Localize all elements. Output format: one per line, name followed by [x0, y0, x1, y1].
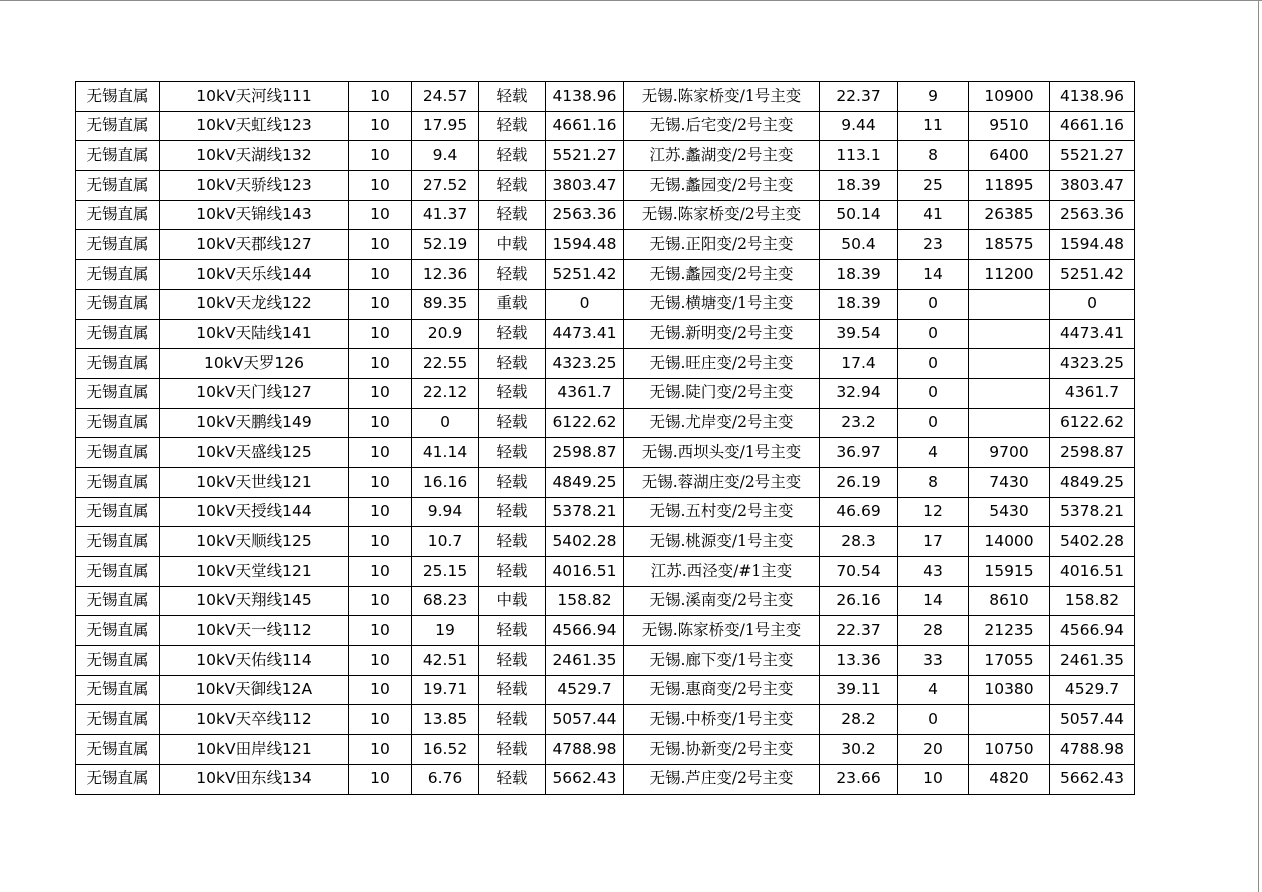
substation-transformer-cell: 无锡.西坝头变/1号主变 — [624, 438, 820, 468]
substation-transformer-cell: 无锡.蓉湖庄变/2号主变 — [624, 467, 820, 497]
region-cell: 无锡直属 — [76, 319, 160, 349]
count-cell: 0 — [898, 705, 969, 735]
available-capacity-cell: 4661.16 — [546, 111, 624, 141]
region-cell: 无锡直属 — [76, 200, 160, 230]
load-status-cell: 轻载 — [479, 497, 546, 527]
substation-transformer-cell: 无锡.新明变/2号主变 — [624, 319, 820, 349]
feeder-name-cell: 10kV天鹏线149 — [160, 408, 349, 438]
load-rate-cell: 42.51 — [412, 646, 479, 676]
feeder-name-cell: 10kV天世线121 — [160, 467, 349, 497]
capacity-cell: 10380 — [969, 675, 1050, 705]
count-cell: 0 — [898, 349, 969, 379]
available-capacity-cell: 5402.28 — [546, 527, 624, 557]
feeder-load-table — [75, 81, 1135, 795]
available-capacity-cell: 5057.44 — [546, 705, 624, 735]
table-row — [76, 171, 1135, 201]
transformer-load-cell: 28.3 — [820, 527, 898, 557]
remaining-capacity-cell: 4138.96 — [1050, 82, 1135, 112]
capacity-cell: 21235 — [969, 616, 1050, 646]
count-cell: 11 — [898, 111, 969, 141]
region-cell: 无锡直属 — [76, 675, 160, 705]
remaining-capacity-cell: 2461.35 — [1050, 646, 1135, 676]
load-rate-cell: 9.94 — [412, 497, 479, 527]
remaining-capacity-cell: 5662.43 — [1050, 764, 1135, 794]
region-cell: 无锡直属 — [76, 616, 160, 646]
capacity-cell: 7430 — [969, 467, 1050, 497]
table-row — [76, 111, 1135, 141]
voltage-cell: 10 — [349, 438, 412, 468]
count-cell: 20 — [898, 735, 969, 765]
table-row — [76, 438, 1135, 468]
available-capacity-cell: 4849.25 — [546, 467, 624, 497]
region-cell: 无锡直属 — [76, 764, 160, 794]
region-cell: 无锡直属 — [76, 289, 160, 319]
substation-transformer-cell: 无锡.芦庄变/2号主变 — [624, 764, 820, 794]
feeder-name-cell: 10kV天顺线125 — [160, 527, 349, 557]
transformer-load-cell: 39.11 — [820, 675, 898, 705]
load-rate-cell: 19 — [412, 616, 479, 646]
load-status-cell: 轻载 — [479, 349, 546, 379]
region-cell: 无锡直属 — [76, 230, 160, 260]
load-status-cell: 轻载 — [479, 111, 546, 141]
transformer-load-cell: 23.2 — [820, 408, 898, 438]
remaining-capacity-cell: 5521.27 — [1050, 141, 1135, 171]
substation-transformer-cell: 无锡.陈家桥变/2号主变 — [624, 200, 820, 230]
available-capacity-cell: 4473.41 — [546, 319, 624, 349]
load-status-cell: 重载 — [479, 289, 546, 319]
voltage-cell: 10 — [349, 527, 412, 557]
remaining-capacity-cell: 3803.47 — [1050, 171, 1135, 201]
count-cell: 14 — [898, 586, 969, 616]
substation-transformer-cell: 无锡.中桥变/1号主变 — [624, 705, 820, 735]
region-cell: 无锡直属 — [76, 527, 160, 557]
load-rate-cell: 12.36 — [412, 260, 479, 290]
page-right-border — [1258, 0, 1259, 892]
capacity-cell — [969, 408, 1050, 438]
load-rate-cell: 89.35 — [412, 289, 479, 319]
load-status-cell: 轻载 — [479, 527, 546, 557]
available-capacity-cell: 5521.27 — [546, 141, 624, 171]
capacity-cell — [969, 378, 1050, 408]
transformer-load-cell: 70.54 — [820, 557, 898, 587]
load-rate-cell: 25.15 — [412, 557, 479, 587]
load-status-cell: 中载 — [479, 230, 546, 260]
available-capacity-cell: 2598.87 — [546, 438, 624, 468]
load-rate-cell: 24.57 — [412, 82, 479, 112]
available-capacity-cell: 158.82 — [546, 586, 624, 616]
remaining-capacity-cell: 158.82 — [1050, 586, 1135, 616]
table-row — [76, 141, 1135, 171]
load-rate-cell: 10.7 — [412, 527, 479, 557]
count-cell: 41 — [898, 200, 969, 230]
remaining-capacity-cell: 4323.25 — [1050, 349, 1135, 379]
remaining-capacity-cell: 5402.28 — [1050, 527, 1135, 557]
load-rate-cell: 22.12 — [412, 378, 479, 408]
substation-transformer-cell: 无锡.蠡园变/2号主变 — [624, 171, 820, 201]
load-rate-cell: 6.76 — [412, 764, 479, 794]
count-cell: 10 — [898, 764, 969, 794]
capacity-cell: 10900 — [969, 82, 1050, 112]
transformer-load-cell: 50.4 — [820, 230, 898, 260]
voltage-cell: 10 — [349, 171, 412, 201]
available-capacity-cell: 2461.35 — [546, 646, 624, 676]
load-rate-cell: 17.95 — [412, 111, 479, 141]
load-status-cell: 轻载 — [479, 319, 546, 349]
load-rate-cell: 41.37 — [412, 200, 479, 230]
load-status-cell: 轻载 — [479, 378, 546, 408]
count-cell: 0 — [898, 289, 969, 319]
voltage-cell: 10 — [349, 467, 412, 497]
voltage-cell: 10 — [349, 230, 412, 260]
feeder-name-cell: 10kV天翔线145 — [160, 586, 349, 616]
voltage-cell: 10 — [349, 82, 412, 112]
feeder-name-cell: 10kV天盛线125 — [160, 438, 349, 468]
load-rate-cell: 52.19 — [412, 230, 479, 260]
table-row — [76, 764, 1135, 794]
available-capacity-cell: 4529.7 — [546, 675, 624, 705]
table-row — [76, 705, 1135, 735]
load-rate-cell: 9.4 — [412, 141, 479, 171]
load-status-cell: 轻载 — [479, 557, 546, 587]
table-row — [76, 616, 1135, 646]
remaining-capacity-cell: 4788.98 — [1050, 735, 1135, 765]
transformer-load-cell: 22.37 — [820, 82, 898, 112]
substation-transformer-cell: 无锡.协新变/2号主变 — [624, 735, 820, 765]
available-capacity-cell: 4016.51 — [546, 557, 624, 587]
remaining-capacity-cell: 2598.87 — [1050, 438, 1135, 468]
transformer-load-cell: 28.2 — [820, 705, 898, 735]
capacity-cell: 17055 — [969, 646, 1050, 676]
voltage-cell: 10 — [349, 497, 412, 527]
transformer-load-cell: 18.39 — [820, 171, 898, 201]
feeder-name-cell: 10kV天骄线123 — [160, 171, 349, 201]
load-status-cell: 轻载 — [479, 675, 546, 705]
feeder-name-cell: 10kV天陆线141 — [160, 319, 349, 349]
load-rate-cell: 27.52 — [412, 171, 479, 201]
region-cell: 无锡直属 — [76, 497, 160, 527]
transformer-load-cell: 39.54 — [820, 319, 898, 349]
transformer-load-cell: 50.14 — [820, 200, 898, 230]
load-status-cell: 轻载 — [479, 171, 546, 201]
table-row — [76, 349, 1135, 379]
voltage-cell: 10 — [349, 586, 412, 616]
substation-transformer-cell: 江苏.蠡湖变/2号主变 — [624, 141, 820, 171]
count-cell: 4 — [898, 438, 969, 468]
load-status-cell: 轻载 — [479, 616, 546, 646]
feeder-name-cell: 10kV田岸线121 — [160, 735, 349, 765]
voltage-cell: 10 — [349, 200, 412, 230]
remaining-capacity-cell: 4529.7 — [1050, 675, 1135, 705]
capacity-cell — [969, 705, 1050, 735]
transformer-load-cell: 26.19 — [820, 467, 898, 497]
load-rate-cell: 68.23 — [412, 586, 479, 616]
feeder-name-cell: 10kV天卒线112 — [160, 705, 349, 735]
voltage-cell: 10 — [349, 735, 412, 765]
voltage-cell: 10 — [349, 646, 412, 676]
remaining-capacity-cell: 4361.7 — [1050, 378, 1135, 408]
available-capacity-cell: 1594.48 — [546, 230, 624, 260]
count-cell: 43 — [898, 557, 969, 587]
feeder-name-cell: 10kV天一线112 — [160, 616, 349, 646]
load-rate-cell: 20.9 — [412, 319, 479, 349]
region-cell: 无锡直属 — [76, 586, 160, 616]
substation-transformer-cell: 江苏.西泾变/#1主变 — [624, 557, 820, 587]
available-capacity-cell: 5378.21 — [546, 497, 624, 527]
available-capacity-cell: 5251.42 — [546, 260, 624, 290]
available-capacity-cell: 4361.7 — [546, 378, 624, 408]
transformer-load-cell: 113.1 — [820, 141, 898, 171]
remaining-capacity-cell: 2563.36 — [1050, 200, 1135, 230]
count-cell: 12 — [898, 497, 969, 527]
available-capacity-cell: 2563.36 — [546, 200, 624, 230]
count-cell: 8 — [898, 141, 969, 171]
feeder-name-cell: 10kV天湖线132 — [160, 141, 349, 171]
remaining-capacity-cell: 4016.51 — [1050, 557, 1135, 587]
capacity-cell: 11200 — [969, 260, 1050, 290]
load-status-cell: 轻载 — [479, 141, 546, 171]
table-row — [76, 200, 1135, 230]
table-row — [76, 467, 1135, 497]
voltage-cell: 10 — [349, 675, 412, 705]
feeder-name-cell: 10kV天乐线144 — [160, 260, 349, 290]
region-cell: 无锡直属 — [76, 349, 160, 379]
table-row — [76, 408, 1135, 438]
table-row — [76, 260, 1135, 290]
region-cell: 无锡直属 — [76, 378, 160, 408]
transformer-load-cell: 23.66 — [820, 764, 898, 794]
count-cell: 9 — [898, 82, 969, 112]
feeder-name-cell: 10kV天授线144 — [160, 497, 349, 527]
region-cell: 无锡直属 — [76, 82, 160, 112]
capacity-cell — [969, 319, 1050, 349]
region-cell: 无锡直属 — [76, 111, 160, 141]
feeder-name-cell: 10kV天郡线127 — [160, 230, 349, 260]
substation-transformer-cell: 无锡.陈家桥变/1号主变 — [624, 82, 820, 112]
region-cell: 无锡直属 — [76, 557, 160, 587]
capacity-cell: 9700 — [969, 438, 1050, 468]
transformer-load-cell: 26.16 — [820, 586, 898, 616]
capacity-cell: 15915 — [969, 557, 1050, 587]
voltage-cell: 10 — [349, 289, 412, 319]
substation-transformer-cell: 无锡.五村变/2号主变 — [624, 497, 820, 527]
count-cell: 28 — [898, 616, 969, 646]
available-capacity-cell: 6122.62 — [546, 408, 624, 438]
table-row — [76, 735, 1135, 765]
capacity-cell: 18575 — [969, 230, 1050, 260]
table-row — [76, 586, 1135, 616]
page-top-border — [0, 0, 1262, 1]
feeder-name-cell: 10kV天御线12A — [160, 675, 349, 705]
voltage-cell: 10 — [349, 260, 412, 290]
feeder-name-cell: 10kV天佑线114 — [160, 646, 349, 676]
region-cell: 无锡直属 — [76, 260, 160, 290]
remaining-capacity-cell: 4661.16 — [1050, 111, 1135, 141]
remaining-capacity-cell: 4566.94 — [1050, 616, 1135, 646]
voltage-cell: 10 — [349, 705, 412, 735]
region-cell: 无锡直属 — [76, 171, 160, 201]
load-status-cell: 轻载 — [479, 82, 546, 112]
substation-transformer-cell: 无锡.旺庄变/2号主变 — [624, 349, 820, 379]
table-row — [76, 230, 1135, 260]
capacity-cell: 5430 — [969, 497, 1050, 527]
load-status-cell: 轻载 — [479, 438, 546, 468]
load-status-cell: 轻载 — [479, 260, 546, 290]
table-row — [76, 557, 1135, 587]
capacity-cell: 8610 — [969, 586, 1050, 616]
region-cell: 无锡直属 — [76, 408, 160, 438]
transformer-load-cell: 46.69 — [820, 497, 898, 527]
available-capacity-cell: 4323.25 — [546, 349, 624, 379]
substation-transformer-cell: 无锡.桃源变/1号主变 — [624, 527, 820, 557]
remaining-capacity-cell: 0 — [1050, 289, 1135, 319]
voltage-cell: 10 — [349, 319, 412, 349]
table-row — [76, 497, 1135, 527]
substation-transformer-cell: 无锡.陡门变/2号主变 — [624, 378, 820, 408]
load-rate-cell: 19.71 — [412, 675, 479, 705]
transformer-load-cell: 30.2 — [820, 735, 898, 765]
transformer-load-cell: 18.39 — [820, 260, 898, 290]
count-cell: 14 — [898, 260, 969, 290]
load-rate-cell: 13.85 — [412, 705, 479, 735]
region-cell: 无锡直属 — [76, 646, 160, 676]
substation-transformer-cell: 无锡.尤岸变/2号主变 — [624, 408, 820, 438]
substation-transformer-cell: 无锡.后宅变/2号主变 — [624, 111, 820, 141]
feeder-name-cell: 10kV天龙线122 — [160, 289, 349, 319]
feeder-name-cell: 10kV天堂线121 — [160, 557, 349, 587]
table-row — [76, 82, 1135, 112]
load-rate-cell: 0 — [412, 408, 479, 438]
remaining-capacity-cell: 4849.25 — [1050, 467, 1135, 497]
feeder-name-cell: 10kV天罗126 — [160, 349, 349, 379]
table-row — [76, 646, 1135, 676]
load-rate-cell: 16.16 — [412, 467, 479, 497]
voltage-cell: 10 — [349, 408, 412, 438]
feeder-name-cell: 10kV天锦线143 — [160, 200, 349, 230]
feeder-name-cell: 10kV天河线111 — [160, 82, 349, 112]
capacity-cell: 6400 — [969, 141, 1050, 171]
capacity-cell: 14000 — [969, 527, 1050, 557]
capacity-cell: 11895 — [969, 171, 1050, 201]
transformer-load-cell: 18.39 — [820, 289, 898, 319]
count-cell: 25 — [898, 171, 969, 201]
region-cell: 无锡直属 — [76, 705, 160, 735]
transformer-load-cell: 9.44 — [820, 111, 898, 141]
voltage-cell: 10 — [349, 616, 412, 646]
remaining-capacity-cell: 4473.41 — [1050, 319, 1135, 349]
feeder-name-cell: 10kV田东线134 — [160, 764, 349, 794]
voltage-cell: 10 — [349, 378, 412, 408]
capacity-cell: 10750 — [969, 735, 1050, 765]
voltage-cell: 10 — [349, 349, 412, 379]
remaining-capacity-cell: 5057.44 — [1050, 705, 1135, 735]
table-row — [76, 289, 1135, 319]
substation-transformer-cell: 无锡.横塘变/1号主变 — [624, 289, 820, 319]
count-cell: 0 — [898, 319, 969, 349]
transformer-load-cell: 17.4 — [820, 349, 898, 379]
capacity-cell: 9510 — [969, 111, 1050, 141]
available-capacity-cell: 4138.96 — [546, 82, 624, 112]
count-cell: 0 — [898, 378, 969, 408]
transformer-load-cell: 22.37 — [820, 616, 898, 646]
table-row — [76, 675, 1135, 705]
load-status-cell: 轻载 — [479, 408, 546, 438]
table-row — [76, 319, 1135, 349]
transformer-load-cell: 36.97 — [820, 438, 898, 468]
table-row — [76, 527, 1135, 557]
remaining-capacity-cell: 5251.42 — [1050, 260, 1135, 290]
voltage-cell: 10 — [349, 111, 412, 141]
available-capacity-cell: 4566.94 — [546, 616, 624, 646]
count-cell: 23 — [898, 230, 969, 260]
load-status-cell: 轻载 — [479, 735, 546, 765]
feeder-name-cell: 10kV天虹线123 — [160, 111, 349, 141]
transformer-load-cell: 32.94 — [820, 378, 898, 408]
voltage-cell: 10 — [349, 141, 412, 171]
load-status-cell: 轻载 — [479, 467, 546, 497]
capacity-cell — [969, 289, 1050, 319]
table-row — [76, 378, 1135, 408]
load-status-cell: 轻载 — [479, 200, 546, 230]
substation-transformer-cell: 无锡.蠡园变/2号主变 — [624, 260, 820, 290]
load-rate-cell: 41.14 — [412, 438, 479, 468]
region-cell: 无锡直属 — [76, 467, 160, 497]
capacity-cell — [969, 349, 1050, 379]
available-capacity-cell: 3803.47 — [546, 171, 624, 201]
count-cell: 0 — [898, 408, 969, 438]
remaining-capacity-cell: 1594.48 — [1050, 230, 1135, 260]
substation-transformer-cell: 无锡.正阳变/2号主变 — [624, 230, 820, 260]
voltage-cell: 10 — [349, 557, 412, 587]
region-cell: 无锡直属 — [76, 141, 160, 171]
substation-transformer-cell: 无锡.廊下变/1号主变 — [624, 646, 820, 676]
substation-transformer-cell: 无锡.溪南变/2号主变 — [624, 586, 820, 616]
capacity-cell: 26385 — [969, 200, 1050, 230]
region-cell: 无锡直属 — [76, 735, 160, 765]
capacity-cell: 4820 — [969, 764, 1050, 794]
count-cell: 17 — [898, 527, 969, 557]
transformer-load-cell: 13.36 — [820, 646, 898, 676]
available-capacity-cell: 0 — [546, 289, 624, 319]
available-capacity-cell: 5662.43 — [546, 764, 624, 794]
count-cell: 33 — [898, 646, 969, 676]
load-status-cell: 轻载 — [479, 764, 546, 794]
remaining-capacity-cell: 5378.21 — [1050, 497, 1135, 527]
load-status-cell: 轻载 — [479, 646, 546, 676]
substation-transformer-cell: 无锡.陈家桥变/1号主变 — [624, 616, 820, 646]
load-rate-cell: 22.55 — [412, 349, 479, 379]
voltage-cell: 10 — [349, 764, 412, 794]
load-status-cell: 中载 — [479, 586, 546, 616]
feeder-name-cell: 10kV天门线127 — [160, 378, 349, 408]
count-cell: 8 — [898, 467, 969, 497]
load-rate-cell: 16.52 — [412, 735, 479, 765]
available-capacity-cell: 4788.98 — [546, 735, 624, 765]
count-cell: 4 — [898, 675, 969, 705]
region-cell: 无锡直属 — [76, 438, 160, 468]
substation-transformer-cell: 无锡.惠商变/2号主变 — [624, 675, 820, 705]
table-body — [76, 82, 1135, 795]
load-status-cell: 轻载 — [479, 705, 546, 735]
remaining-capacity-cell: 6122.62 — [1050, 408, 1135, 438]
